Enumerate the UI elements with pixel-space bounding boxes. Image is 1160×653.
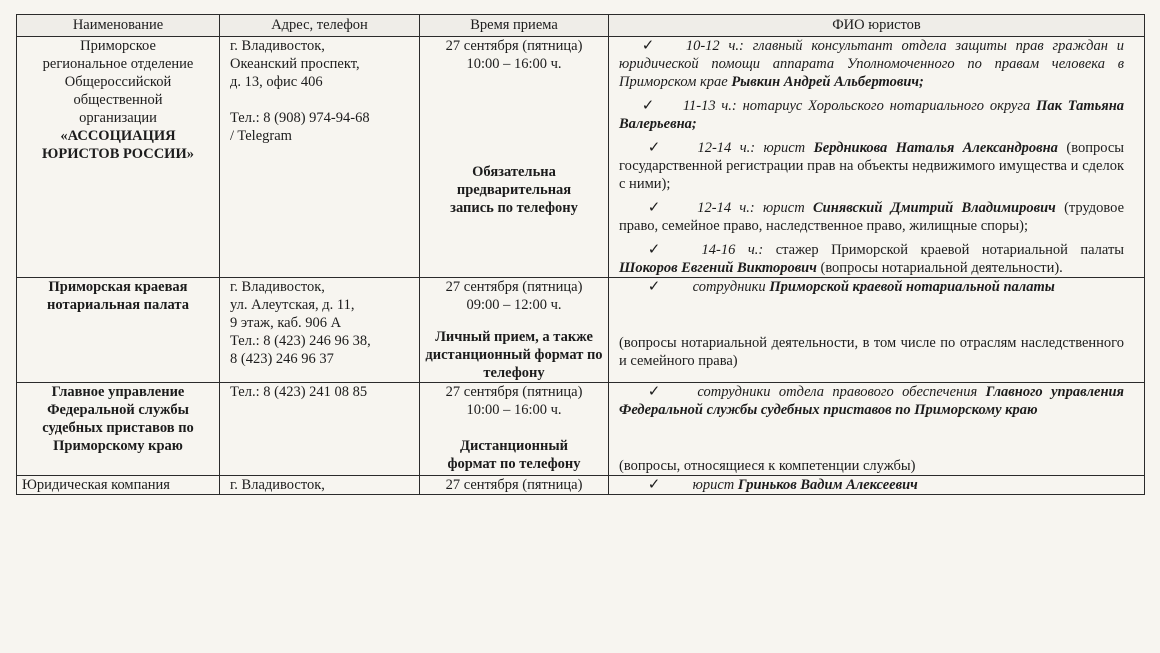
lawyer-extra: (вопросы нотариальной деятельности). [820, 260, 1063, 276]
lawyer-entry [619, 476, 1124, 494]
org-name-cell [17, 383, 220, 476]
lawyer-time: 12-14 ч.: [697, 200, 755, 216]
checkmark-icon: ✓ [641, 98, 655, 114]
checkmark-icon: ✓ [647, 200, 661, 216]
lawyer-entry [619, 278, 1124, 296]
org-name-line: Приморское [80, 38, 156, 54]
time-cell [420, 278, 609, 383]
time-hours: 10:00 – 16:00 ч. [466, 56, 562, 72]
lawyers-cell [609, 278, 1145, 383]
lawyer-extra: (трудовое право, семейное право, наследственное право, жилищные споры); [619, 200, 1125, 234]
phone-line: Тел.: 8 (423) 246 96 38, [230, 333, 371, 349]
org-name-line: организации [79, 110, 157, 126]
lawyer-prefix: сотрудники отдела правового обеспечения [697, 384, 978, 400]
time-cell [420, 37, 609, 278]
address-cell [220, 476, 420, 495]
lawyer-desc: юрист [763, 140, 806, 156]
lawyer-time: 14-16 ч.: [701, 242, 764, 258]
address-line: г. Владивосток, [230, 477, 325, 493]
time-date: 27 сентября (пятница) [445, 384, 583, 400]
lawyer-extra: (вопросы государственной регистрации прав на объекты недвижимого имущества и сделок с ними); [619, 140, 1124, 192]
address-cell [220, 278, 420, 383]
org-name-bold: «АССОЦИАЦИЯ ЮРИСТОВ РОССИИ» [42, 128, 194, 162]
lawyer-time: 12-14 ч.: [697, 140, 756, 156]
table-row [17, 278, 1145, 383]
lawyer-time: 11-13 ч.: [682, 98, 737, 114]
lawyer-desc: юрист [763, 200, 805, 216]
lawyer-org: Приморской краевой нотариальной палаты [769, 279, 1055, 295]
org-name-line: общественной [73, 92, 163, 108]
time-date: 27 сентября (пятница) [445, 279, 583, 295]
org-name-cell [17, 278, 220, 383]
org-name-line: региональное отделение [42, 56, 194, 72]
time-note: Дистанционный формат по телефону [447, 438, 581, 472]
org-name: Юридическая компания [22, 477, 170, 493]
lawyer-person: Бердникова Наталья Александровна [813, 140, 1058, 156]
lawyer-time: 10-12 ч.: [685, 38, 744, 54]
phone-line: Тел.: 8 (908) 974-94-68 [230, 110, 370, 126]
checkmark-icon: ✓ [641, 38, 655, 54]
time-note: Личный прием, а также дистанционный формат по телефону [425, 329, 603, 381]
table-row [17, 37, 1145, 278]
checkmark-icon: ✓ [647, 384, 661, 400]
phone-line: / Telegram [230, 128, 292, 144]
address-line: ул. Алеутская, д. 11, [230, 297, 355, 313]
address-line: д. 13, офис 406 [230, 74, 323, 90]
lawyer-entry [619, 241, 1124, 277]
checkmark-icon: ✓ [647, 140, 661, 156]
address-line: г. Владивосток, [230, 38, 325, 54]
lawyer-org: Главного управления Федеральной службы судебных приставов по Приморскому краю [619, 384, 1125, 418]
lawyer-entry [619, 383, 1124, 419]
address-cell [220, 383, 420, 476]
lawyer-desc: нотариус Хорольского нотариального округа [742, 98, 1031, 114]
time-cell [420, 476, 609, 495]
org-name-cell [17, 37, 220, 278]
lawyer-note: (вопросы нотариальной деятельности, в том числе по отраслям наследственного и семейного права) [619, 335, 1124, 369]
checkmark-icon: ✓ [647, 279, 661, 295]
time-date: 27 сентября (пятница) [445, 477, 583, 493]
checkmark-icon: ✓ [647, 242, 661, 258]
lawyer-entry [619, 37, 1124, 91]
time-note: Обязательна предварительная запись по телефону [450, 164, 578, 216]
lawyer-note: (вопросы, относящиеся к компетенции службы) [619, 458, 916, 474]
header-name: Наименование [17, 15, 220, 37]
address-line: г. Владивосток, [230, 279, 325, 295]
address-cell [220, 37, 420, 278]
checkmark-icon: ✓ [647, 477, 661, 493]
lawyer-entry [619, 97, 1124, 133]
lawyer-prefix: сотрудники [692, 279, 766, 295]
lawyer-desc: стажер Приморской краевой нотариальной палаты [775, 242, 1125, 258]
org-name-line: Общероссийской [64, 74, 172, 90]
phone-line: Тел.: 8 (423) 241 08 85 [230, 384, 368, 400]
lawyer-person: Гриньков Вадим Алексеевич [737, 477, 918, 493]
address-line: 9 этаж, каб. 906 А [230, 315, 342, 331]
lawyers-cell [609, 383, 1145, 476]
org-name-bold: Главное управление Федеральной службы судебных приставов по Приморскому краю [42, 384, 194, 454]
org-name-cell [17, 476, 220, 495]
org-name-bold: Приморская краевая нотариальная палата [47, 279, 189, 313]
lawyer-entry [619, 139, 1124, 193]
time-hours: 09:00 – 12:00 ч. [466, 297, 562, 313]
table-row [17, 383, 1145, 476]
address-line: Океанский проспект, [230, 56, 360, 72]
time-cell [420, 383, 609, 476]
table-header-row [17, 15, 1145, 37]
phone-line: 8 (423) 246 96 37 [230, 351, 334, 367]
lawyer-person: Шокоров Евгений Викторович [619, 260, 817, 276]
lawyer-prefix: юрист [692, 477, 735, 493]
time-hours: 10:00 – 16:00 ч. [466, 402, 562, 418]
lawyers-schedule-table [16, 14, 1145, 495]
lawyer-desc: главный консультант отдела защиты прав граждан и юридической помощи аппарата Уполномоченного по правам человека в Приморском крае [619, 38, 1125, 90]
time-date: 27 сентября (пятница) [445, 38, 583, 54]
table-row [17, 476, 1145, 495]
lawyer-person: Синявский Дмитрий Владимирович [812, 200, 1056, 216]
lawyer-person: Пак Татьяна Валерьевна; [619, 98, 1125, 132]
header-lawyers: ФИО юристов [609, 15, 1145, 37]
header-time: Время приема [420, 15, 609, 37]
lawyers-cell [609, 476, 1145, 495]
lawyers-cell [609, 37, 1145, 278]
header-address: Адрес, телефон [220, 15, 420, 37]
lawyer-person: Рывкин Андрей Альбертович; [731, 74, 924, 90]
lawyer-entry [619, 199, 1124, 235]
